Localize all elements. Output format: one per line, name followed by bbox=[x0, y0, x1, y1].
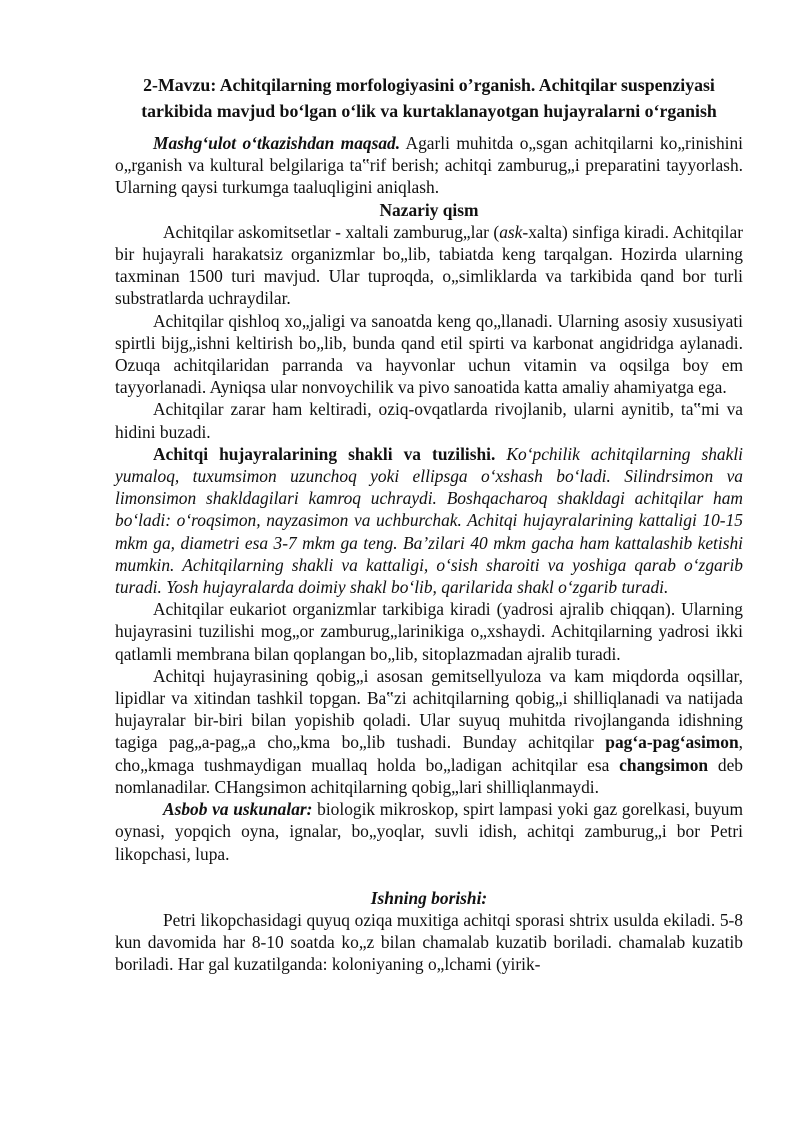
shape-text: Ko‘pchilik achitqilarning shakli yumaloq, tuxumsimon uzunchoq yoki ellipsga o‘xshash bo‘ladi. Silindrsimon va limonsimon shakldagilari kamroq uchraydi. Boshqacharoq shakldagi achitqilar ham bo‘ladi: o‘roqsimon, nayzasimon va uchburchak. Achitqi hujayralarining kattaligi 10-15 mkm ga, diametri esa 3-7 mkm ga teng. Ba’zilari 40 mkm gacha ham kattalashib ketishi mumkin. Achitqilarning shakli va kattaligi, o‘sish sharoiti va yoshiga qarab o‘zgarib turadi. Yosh hujayralarda doimiy shakl bo‘lib, qarilarida shakl o‘zgarib turadi. bbox=[115, 443, 743, 598]
title-line-2: tarkibida mavjud bo‘lgan o‘lik va kurtaklanayotgan hujayralarni o‘rganish bbox=[141, 101, 717, 121]
tools-paragraph bbox=[115, 798, 743, 865]
shape-label: Achitqi hujayralarining shakli va tuzilishi. bbox=[153, 443, 496, 464]
theory-p1-italic: ask bbox=[499, 221, 523, 242]
theory-paragraph-1 bbox=[115, 221, 743, 310]
eukaryote-paragraph: Achitqilar eukariot organizmlar tarkibiga kiradi (yadrosi ajralib chiqqan). Ularning hujayrasini tuzilishi mog„or zamburug„larinikiga o„xshaydi. Achitqilarning yadrosi ikki qatlamli membrana bilan qoplangan bo„lib, sitoplazmadan ajralib turadi. bbox=[115, 599, 743, 664]
purpose-label: Mashg‘ulot o‘tkazishdan maqsad. bbox=[153, 133, 401, 153]
wall-bold-1: pag‘a-pag‘asimon bbox=[605, 732, 739, 753]
purpose-paragraph bbox=[115, 132, 743, 199]
procedure-heading: Ishning borishi: bbox=[370, 887, 488, 908]
wall-part-2: , cho„kmaga tushmaydigan muallaq holda bo„ladigan achitqilar esa bbox=[115, 732, 743, 775]
purpose-text: Agarli muhitda o„sgan achitqilarni ko„rinishini o„rganish va kultural belgilariga ta‟rif berish; achitqi zamburug„i preparatini tayyorlash. Ularning qaysi turkumga taaluqligini aniqlash. bbox=[115, 133, 744, 198]
tools-text: biologik mikroskop, spirt lampasi yoki gaz gorelkasi, buyum oynasi, yopqich oyna, ignalar, bo„yoqlar, suvli idish, achitqi zamburug„i bor Petri likopchasi, lupa. bbox=[115, 799, 743, 864]
document-title bbox=[115, 72, 743, 124]
theory-heading: Nazariy qism bbox=[379, 199, 479, 220]
theory-paragraph-2: Achitqilar qishloq xo„jaligi va sanoatda keng qo„llanadi. Ularning asosiy xususiyati spirtli bijg„ishni keltirish bo„lib, bunda qand etil spirti va karbonat angidridga aylanadi. Ozuqa achitqilaridan parranda va hayvonlar uchun vitamin va oqsilga boy em tayyorlanadi. Ayniqsa ular nonvoychilik va pivo sanoatida katta amaliy ahamiyatga ega. bbox=[115, 310, 743, 398]
procedure-paragraph: Petri likopchasidagi quyuq oziqa muxitiga achitqi sporasi shtrix usulda ekiladi. 5-8 kun davomida har 8-10 soatda ko„z bilan chamalab kuzatib boriladi. chamalab kuzatib boriladi. Har gal kuzatilganda: koloniyaning o„lchami (yirik- bbox=[115, 909, 743, 975]
cell-wall-paragraph bbox=[115, 665, 743, 798]
tools-label: Asbob va uskunalar: bbox=[163, 799, 313, 820]
section-gap bbox=[115, 865, 743, 887]
title-line-1: 2-Mavzu: Achitqilarning morfologiyasini o’rganish. Achitqilar suspenziyasi bbox=[143, 75, 715, 95]
shape-paragraph bbox=[115, 443, 743, 598]
wall-part-3: deb nomlanadilar. CHangsimon achitqilarning qobig„lari shilliqlanmaydi. bbox=[115, 754, 743, 797]
wall-bold-2: changsimon bbox=[619, 754, 709, 775]
theory-paragraph-3: Achitqilar zarar ham keltiradi, oziq-ovqatlarda rivojlanib, ularni aynitib, ta‟mi va hidini buzadi. bbox=[115, 399, 743, 442]
theory-p1-before: Achitqilar askomitsetlar - xaltali zamburug„lar ( bbox=[163, 221, 500, 242]
wall-part-1: Achitqi hujayrasining qobig„i asosan gemitsellyuloza va kam miqdorda oqsillar, lipidlar va xitindan tashkil topgan. Ba‟zi achitqilarning qobig„i shilliqlanadi va natijada hujayralar bir-biri bilan yopishib qoladi. Ular suyuq muhitda rivojlanganda idishning tagiga pag„a-pag„a cho„kma bo„lib tushadi. Bunday achitqilar bbox=[115, 665, 743, 753]
theory-p1-after: -xalta) sinfiga kiradi. Achitqilar bir hujayrali harakatsiz organizmlar bo„lib, tabiatda keng tarqalgan. Hozirda ularning taxminan 1500 turi mavjud. Ular tuproqda, o„simliklarda va tarkibida qand bor turli substratlarda uchraydilar. bbox=[115, 221, 743, 309]
